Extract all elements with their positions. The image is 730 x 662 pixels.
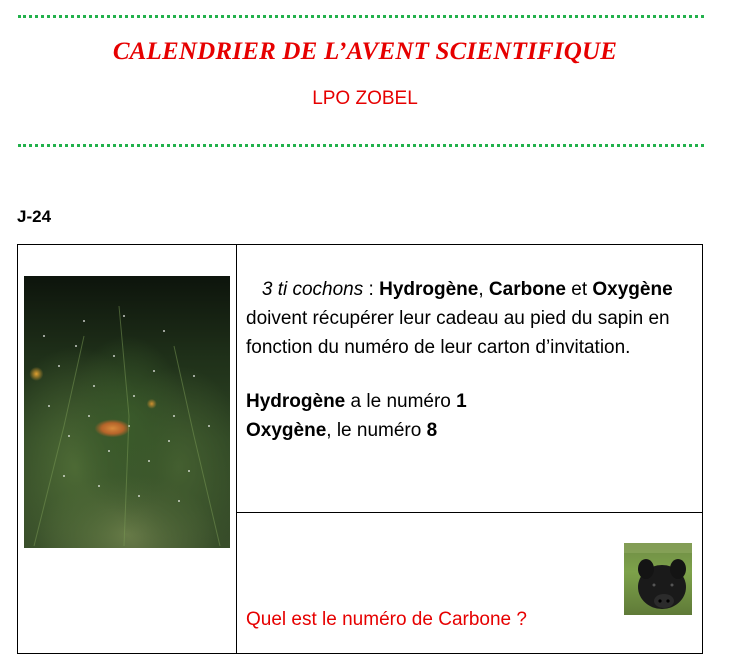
comma: , [478, 279, 489, 300]
puzzle-intro [246, 275, 692, 362]
question-cell [237, 513, 703, 654]
image-cell [18, 245, 237, 654]
clue1-number: 1 [456, 391, 467, 412]
conjunction: et [565, 279, 588, 300]
intro-rest: doivent récupérer leur cadeau au pied du sapin en fonction du numéro de leur carton d’invitation. [246, 308, 670, 358]
question-text: Quel est le numéro de Carbone ? [246, 609, 527, 630]
top-dotted-divider [18, 15, 704, 18]
intro-italic: 3 ti cochons [261, 279, 364, 300]
pig-photo [624, 543, 692, 615]
hydrogen-clue [246, 387, 692, 416]
puzzle-table [17, 244, 703, 654]
puzzle-text-cell [237, 245, 703, 513]
clue1-text: a le numéro [345, 391, 457, 412]
clue2-name: Oxygène [246, 420, 327, 441]
clue2-number: 8 [426, 420, 438, 441]
school-name: LPO ZOBEL [312, 88, 418, 109]
oxygen-clue [246, 416, 692, 445]
element-carbon: Carbone [488, 279, 566, 300]
clue1-name: Hydrogène [246, 391, 346, 412]
clue2-text: , le numéro [326, 420, 427, 441]
day-label: J-24 [17, 207, 52, 226]
intro-sep: : [363, 279, 380, 300]
element-hydrogen: Hydrogène [379, 279, 479, 300]
page-title: CALENDRIER DE L’AVENT SCIENTIFIQUE [112, 38, 618, 65]
christmas-tree-photo [24, 276, 230, 548]
element-oxygen: Oxygène [592, 279, 673, 300]
bottom-dotted-divider [18, 144, 704, 147]
